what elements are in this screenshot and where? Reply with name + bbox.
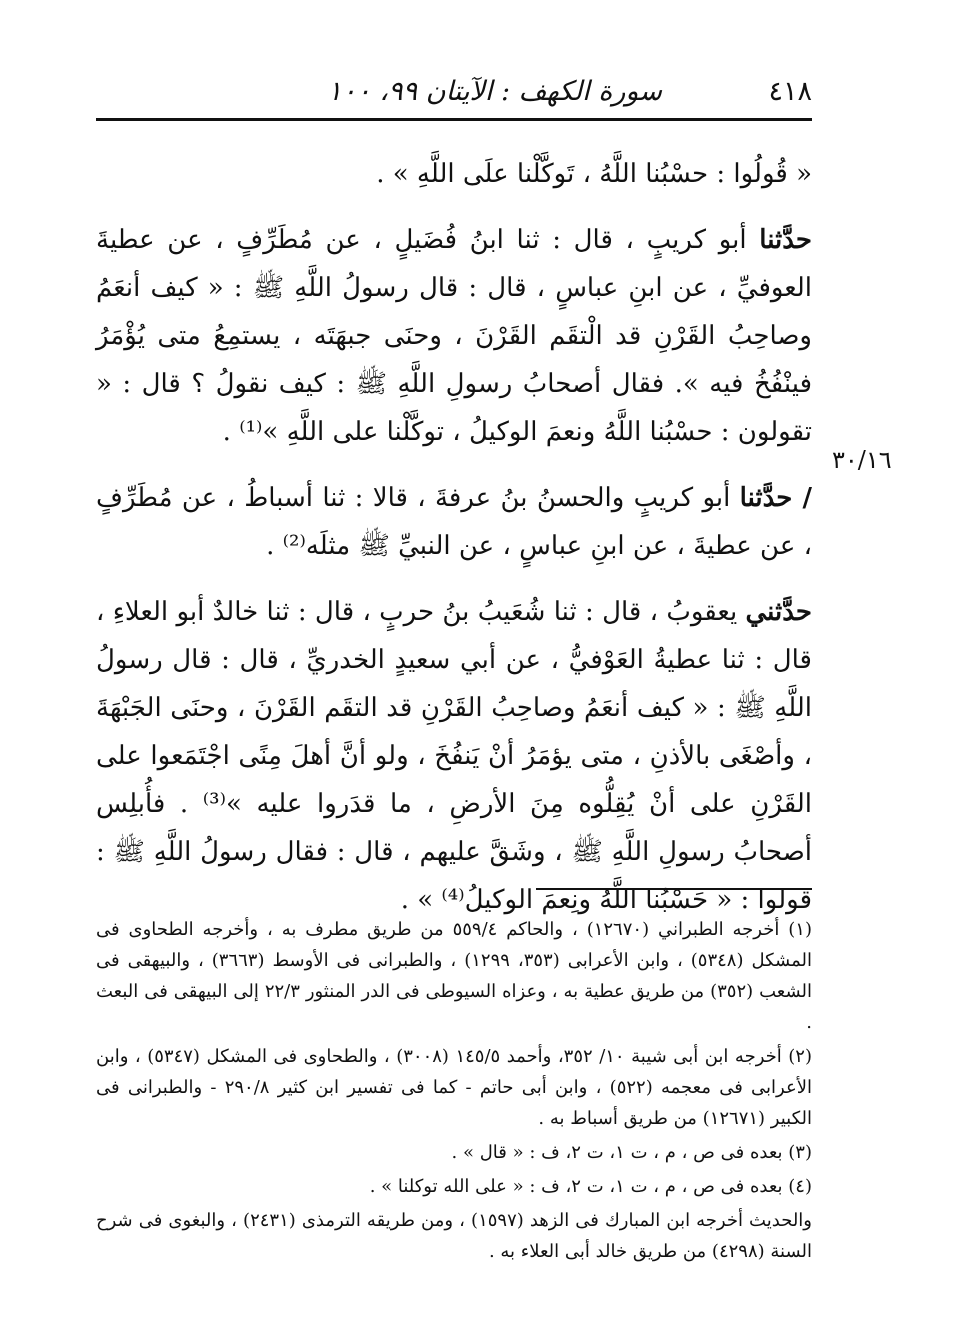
main-text bbox=[96, 150, 812, 942]
header-rule bbox=[96, 118, 812, 121]
margin-reference: ٣٠/١٦ bbox=[832, 446, 892, 474]
paragraph-4 bbox=[96, 588, 812, 924]
paragraph-4-lead: حدَّثني bbox=[745, 597, 812, 627]
paragraph-2 bbox=[96, 216, 812, 456]
page-header bbox=[96, 66, 812, 116]
footnote-4: (٤) بعده فى ص ، م ، ت ١، ت ٢، ف : « على الله توكلنا » . bbox=[369, 1176, 812, 1197]
paragraph-3-text: أبو كريبٍ والحسنُ بنُ عرفةَ ، قالا : ثنا أسباطُ ، عن مُطَرِّفٍ ، عن عطيةَ ، عن ابنِ عباسٍ ، عن النبيِّ ﷺ مثلَه⁽²⁾ . bbox=[96, 483, 812, 561]
paragraph-3-lead: / حدَّثنا bbox=[739, 483, 812, 513]
paragraph-1: « قُولُوا : حسْبُنا اللَّهُ ، تَوكَّلْنا علَى اللَّهِ » . bbox=[376, 159, 812, 189]
page-number: ٤١٨ bbox=[768, 76, 812, 107]
footnote-1: (١) أخرجه الطبراني (١٢٦٧٠) ، والحاكم ٥٥٩/٤ من طريق مطرف به ، وأخرجه الطحاوى فى المشكل (٥٣٤٨) ، وابن الأعرابى (٣٥٣، ١٢٩٩) ، والطبرانى فى الأوسط (٣٦٦٣) ، والبيهقى فى الشعب (٣٥٢) من طريق عطية به ، وعزاه السيوطى فى الدر المنثور ٢٢/٣ إلى البيهقى فى البعث . bbox=[96, 919, 812, 1033]
footnote-rule bbox=[536, 888, 812, 890]
footnote-note: والحديث أخرجه ابن المبارك فى الزهد (١٥٩٧) ، ومن طريقه الترمذى (٢٤٣١) ، والبغوى فى شرح السنة (٤٢٩٨) من طريق خالد أبى العلاء به . bbox=[96, 1210, 812, 1262]
paragraph-2-lead: حدَّثنا bbox=[759, 225, 812, 255]
footnote-3: (٣) بعده فى ص ، م ، ت ١، ت ٢، ف : « قال » . bbox=[451, 1142, 812, 1163]
paragraph-2-text: أبو كريبٍ ، قال : ثنا ابنُ فُضَيلٍ ، عن مُطَرِّفٍ ، عن عطيةَ العوفيِّ ، عن ابنِ عباسٍ ، قال : قال رسولُ اللَّهِ ﷺ : « كيف أنعَمُ وصاحِبُ القَرْنِ قد الْتقَم القَرْنَ ، وحنَى جبهَتَه ، يستمِعُ متى يُؤْمَرُ فينْفُخُ فيه ». فقال أصحابُ رسولِ اللَّهِ ﷺ : كيف نقولُ ؟ قال : « تقولون : حسْبُنا اللَّهُ ونعمَ الوكيلُ ، توكَّلْنا على اللَّهِ »⁽¹⁾ . bbox=[96, 225, 812, 447]
paragraph-4-text: يعقوبُ ، قال : ثنا شُعَيبُ بنُ حربٍ ، قال : ثنا خالدٌ أبو العلاءِ ، قال : ثنا عطيةُ العَوْفيُّ ، عن أبي سعيدٍ الخدريِّ ، قال : قال رسولُ اللَّهِ ﷺ : « كيف أنعَمُ وصاحِبُ القَرْنِ قد التقَم القَرْنَ ، وحنَى الجَبْهَةَ ، وأصْغَى بالأذنِ ، متى يؤمَرُ أنْ يَنفُخَ ، ولو أنَّ أهلَ مِنًى اجْتَمَعوا على القَرْنِ على أنْ يُقِلُّوه مِنَ الأرضِ ، ما قدَروا عليه »⁽³⁾ . فأُبلِس أصحابُ رسولِ اللَّهِ ﷺ ، وشَقَّ عليهم ، قال : فقال رسولُ اللَّهِ ﷺ : قولوا : « حَسْبُنا اللَّهُ ونِعمَ الوكيلُ⁽⁴⁾ » . bbox=[96, 597, 812, 915]
footnotes bbox=[96, 914, 812, 1270]
running-title: سورة الكهف : الآيتان ٩٩، ١٠٠ bbox=[327, 76, 662, 107]
paragraph-3 bbox=[96, 474, 812, 570]
footnote-2: (٢) أخرجه ابن أبى شيبة ١٠/ ٣٥٢، وأحمد ١٤٥/٥ (٣٠٠٨) ، والطحاوى فى المشكل (٥٣٤٧) ، وابن الأعرابى فى معجمه (٥٢٢) ، وابن أبى حاتم - كما فى تفسير ابن كثير ٢٩٠/٨ - والطبرانى فى الكبير (١٢٦٧١) من طريق أسباط به . bbox=[96, 1046, 812, 1129]
